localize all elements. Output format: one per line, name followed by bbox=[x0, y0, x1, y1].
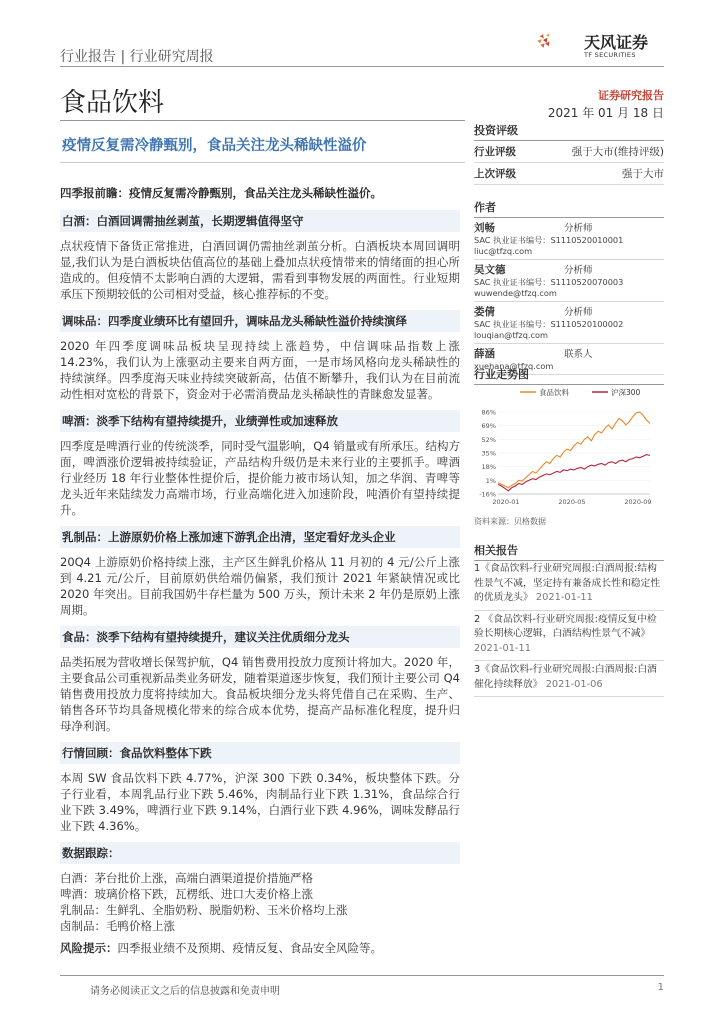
y-tick-label: 35% bbox=[481, 449, 496, 458]
rating-value: 强于大市(维持评级) bbox=[571, 146, 664, 158]
rating-label: 行业评级 bbox=[474, 146, 516, 158]
y-tick-label: 86% bbox=[481, 408, 496, 417]
section-heading: 数据跟踪： bbox=[60, 842, 460, 864]
y-tick-label: 69% bbox=[481, 422, 496, 431]
logo-text: 天风证券 bbox=[584, 33, 649, 52]
paragraph: 点状疫情下备货正常推进，白酒回调仍需抽丝剥茧分析。白酒板块本周回调明显,我们认为是白酒板块估值高位的基础上叠加点状疫情带来的情绪面的担心所造成的。但疫情不太影响白酒的大逻辑，需看到事物发展的两面性。行业短期承压下预期较低的公司相对受益，核心推荐标的不变。 bbox=[60, 239, 460, 301]
x-tick-label: 2020-05 bbox=[558, 498, 586, 506]
risk-label: 风险提示： bbox=[60, 941, 118, 955]
series-line bbox=[498, 412, 650, 488]
chart-heading: 行业走势图 bbox=[474, 366, 664, 385]
y-tick-label: 1% bbox=[485, 476, 496, 485]
section-heading: 调味品：四季度业绩环比有望回升，调味品龙头稀缺性溢价持续演绎 bbox=[60, 310, 460, 332]
related-report-item[interactable] bbox=[474, 611, 664, 662]
related-heading: 相关报告 bbox=[474, 542, 664, 561]
data-line: 白酒：茅台批价上涨，高端白酒渠道提价措施严格 bbox=[60, 871, 313, 885]
chart-source: 资料来源：贝格数据 bbox=[474, 517, 546, 526]
related-reports bbox=[474, 560, 664, 697]
title-divider bbox=[60, 120, 465, 121]
analyst-role: 分析师 bbox=[564, 307, 593, 318]
related-report-item[interactable] bbox=[474, 560, 664, 611]
industry-title: 食品饮料 bbox=[60, 88, 165, 118]
prev-rating-value: 强于大市 bbox=[622, 168, 664, 180]
analyst-name: 吴文德 bbox=[474, 264, 506, 276]
x-tick-label: 2020-09 bbox=[624, 498, 652, 506]
report-type: 证券研究报告 bbox=[598, 89, 664, 102]
y-tick-label: -16% bbox=[479, 490, 496, 499]
paragraph: 2020 年四季度调味品板块呈现持续上涨趋势，中信调味品指数上涨 14.23%，我们认为上涨驱动主要来自两方面，一是市场风格向龙头稀缺性的持续演绎。四季度海天味业持续突破新高，估值不断攀升，我们认为在目前流动性相对宽松的背景下，资金对于必需消费品龙头稀缺性的青睐愈发显著。 bbox=[60, 339, 460, 401]
paragraph: 20Q4 上游原奶价格持续上涨，主产区生鲜乳价格从 11 月初的 4 元/公斤上涨到 4.21 元/公斤，目前原奶供给端仍偏紧，我们预计 2021 年紧缺情况或比 2020 年突出。目前我国奶牛存栏量为 500 万头，预计未来 2 年仍是原奶上涨周期。 bbox=[60, 555, 460, 617]
section-heading: 食品：淡季下结构有望持续提升，建议关注优质细分龙头 bbox=[60, 626, 460, 648]
analyst-role: 分析师 bbox=[564, 223, 593, 234]
related-report-title[interactable]: 3《食品饮料-行业研究周报:白酒周报:白酒催化持续释放》 bbox=[474, 664, 657, 690]
prev-rating-row bbox=[474, 163, 664, 185]
section-heading: 啤酒：淡季下结构有望持续提升，业绩弹性或加速释放 bbox=[60, 410, 460, 432]
analyst-name: 娄倩 bbox=[474, 306, 495, 318]
report-title: 疫情反复需冷静甄别，食品关注龙头稀缺性溢价 bbox=[62, 138, 367, 154]
title-bottom-divider bbox=[60, 162, 465, 163]
paragraph: 四季度是啤酒行业的传统淡季，同时受气温影响，Q4 销量或有所承压。结构方面，啤酒涨价逻辑被持续验证，产品结构升级仍是未来行业的主要抓手。啤酒行业经历 18 年行业整体性提价后，提价能力被市场认知，加之华润、青啤等龙头近年来陆续发力高端市场，行业高端化进入加速阶段，吨酒价有望持续提升。 bbox=[60, 439, 460, 517]
page-number: 1 bbox=[657, 982, 664, 993]
analyst-role: 分析师 bbox=[564, 265, 593, 276]
related-report-date: 2021-01-11 bbox=[474, 642, 531, 654]
tf-logo-icon bbox=[536, 18, 582, 64]
analyst-name: 刘畅 bbox=[474, 222, 495, 234]
risk-line bbox=[60, 940, 460, 956]
data-line: 卤制品：毛鸭价格上涨 bbox=[60, 919, 175, 933]
rating-heading: 投资评级 bbox=[474, 122, 664, 141]
analyst-email[interactable]: wuwende@tfzq.com bbox=[474, 288, 557, 298]
analyst-card bbox=[474, 260, 664, 302]
section-heading: 行情回顾：食品饮料整体下跌 bbox=[60, 742, 460, 764]
related-report-title[interactable]: 1《食品饮料-行业研究周报:白酒周报:结构性景气不减，坚定持有兼备成长性和稳定性的优质龙头》 bbox=[474, 563, 661, 603]
analyst-email[interactable]: louqian@tfzq.com bbox=[474, 330, 549, 340]
series-line bbox=[498, 455, 650, 491]
prev-rating-label: 上次评级 bbox=[474, 168, 516, 180]
analyst-name: 薛涵 bbox=[474, 348, 495, 360]
section-heading: 四季报前瞻：疫情反复需冷静甄别，食品关注龙头稀缺性溢价。 bbox=[60, 186, 382, 200]
section-heading: 乳制品：上游原奶价格上涨加速下游乳企出清，坚定看好龙头企业 bbox=[60, 526, 460, 548]
rating-row bbox=[474, 141, 664, 163]
authors-heading: 作者 bbox=[474, 199, 664, 218]
trend-chart bbox=[474, 384, 664, 510]
data-line: 啤酒：玻璃价格下跌，瓦楞纸、进口大麦价格上涨 bbox=[60, 887, 313, 901]
y-tick-label: 52% bbox=[481, 435, 496, 444]
logo-subtitle: TF SECURITIES bbox=[584, 51, 636, 59]
data-line: 乳制品：生鲜乳、全脂奶粉、脱脂奶粉、玉米价格均上涨 bbox=[60, 903, 348, 917]
risk-text: 四季报业绩不及预期、疫情反复、食品安全风险等。 bbox=[117, 941, 382, 955]
analyst-card bbox=[474, 218, 664, 260]
analyst-cert: SAC 执业证书编号：S1110520010001 bbox=[474, 235, 624, 245]
header-divider bbox=[60, 66, 664, 67]
main-content bbox=[60, 176, 460, 956]
x-tick-label: 2020-01 bbox=[492, 498, 520, 506]
disclaimer-text: 请务必阅读正文之后的信息披露和免责申明 bbox=[90, 986, 280, 997]
related-report-title[interactable]: 2 《食品饮料-行业研究周报:疫情反复中检验长期核心逻辑，白酒结构性景气不减》 bbox=[474, 613, 657, 639]
analyst-card bbox=[474, 302, 664, 344]
analyst-cert: SAC 执业证书编号：S1110520100002 bbox=[474, 319, 624, 329]
footer-divider bbox=[60, 975, 664, 976]
y-tick-label: 18% bbox=[481, 463, 496, 472]
legend-label: 食品饮料 bbox=[539, 388, 569, 397]
analyst-cert: SAC 执业证书编号：S1110520070003 bbox=[474, 277, 624, 287]
related-report-date: 2021-01-11 bbox=[535, 592, 593, 603]
paragraph: 品类拓展为营收增长保驾护航，Q4 销售费用投放力度预计将加大。2020 年，主要食品公司重视新品类业务研发，随着渠道逐步恢复，我们预计主要公司 Q4 销售费用投放力度将持续加大。食品板块细分龙头将凭借自己在采购、生产、销售各环节均具备规模化带来的综合成本优势，提高产品标准化程度，提升归母净利润。 bbox=[60, 655, 460, 733]
analyst-role: 联系人 bbox=[564, 349, 593, 360]
related-report-item[interactable] bbox=[474, 661, 664, 697]
legend-label: 沪深300 bbox=[611, 388, 641, 397]
analyst-email[interactable]: xuehana@tfzq.com bbox=[474, 361, 554, 371]
report-date: 2021 年 01 月 18 日 bbox=[547, 106, 664, 120]
related-report-date: 2021-01-06 bbox=[545, 678, 603, 690]
analyst-email[interactable]: liuc@tfzq.com bbox=[474, 246, 533, 256]
sidebar bbox=[474, 122, 664, 375]
report-category: 行业报告 | 行业研究周报 bbox=[60, 49, 214, 65]
paragraph: 本周 SW 食品饮料下跌 4.77%，沪深 300 下跌 0.34%，板块整体下跌。分子行业看，本周乳品行业下跌 5.46%，肉制品行业下跌 1.31%，食品综合行业下跌 3.49%，啤酒行业下跌 9.14%，白酒行业下跌 4.96%，调味发酵品行业下跌 4.36%。 bbox=[60, 771, 460, 833]
section-heading: 白酒：白酒回调需抽丝剥茧，长期逻辑值得坚守 bbox=[60, 210, 460, 232]
